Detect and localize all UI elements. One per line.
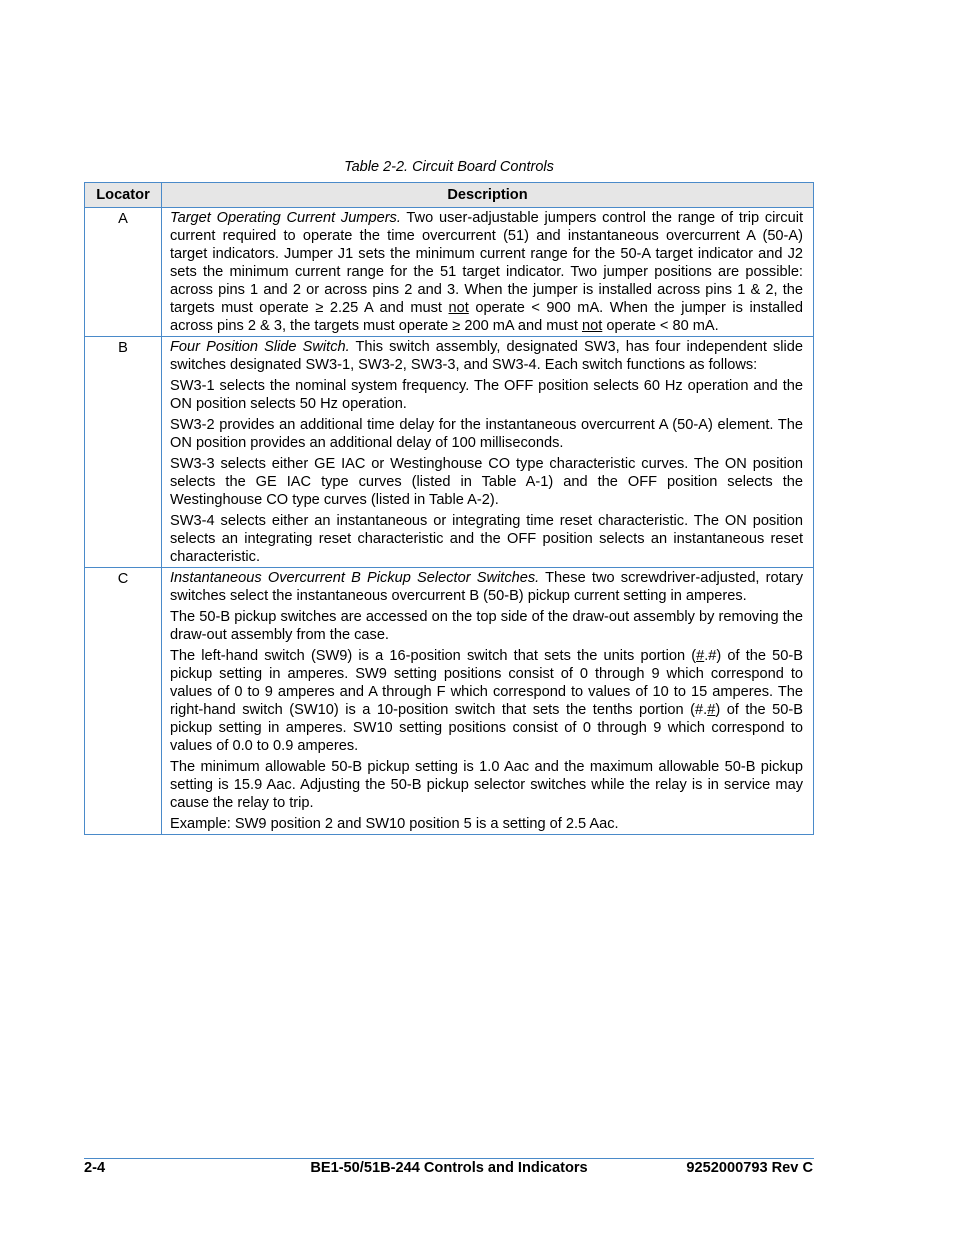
paragraph: Example: SW9 position 2 and SW10 position 5 is a setting of 2.5 Aac. [170, 816, 619, 832]
locator-header: Locator [85, 183, 162, 208]
paragraph: The 50-B pickup switches are accessed on the top side of the draw-out assembly by removing the draw-out assembly from the case. [170, 609, 803, 643]
description-cell [162, 568, 814, 835]
paragraph: SW3-4 selects either an instantaneous or integrating time reset characteristic. The ON position selects an integrating reset characteristic and the OFF position selects an instantaneous reset characteristic. [170, 513, 803, 565]
control-title: Instantaneous Overcurrent B Pickup Selector Switches. [170, 570, 540, 586]
description-header: Description [162, 183, 814, 208]
text-run: ) of the 50-B pickup setting in amperes. SW10 setting positions consist of 0 through 9 which correspond to values of 0.0 to 0.9 amperes. [170, 702, 803, 754]
control-title: Four Position Slide Switch. [170, 339, 350, 355]
page-number: 2-4 [84, 1160, 106, 1176]
paragraph: SW3-1 selects the nominal system frequency. The OFF position selects 60 Hz operation and the ON position selects 50 Hz operation. [170, 378, 803, 412]
underlined-text: # [707, 702, 716, 718]
description-cell [162, 337, 814, 568]
table-row [85, 208, 814, 337]
paragraph [170, 647, 803, 755]
footer-rule [84, 1158, 814, 1159]
underlined-text: # [696, 648, 705, 664]
footer-title: BE1-50/51B-244 Controls and Indicators [310, 1160, 588, 1176]
paragraph [170, 338, 803, 374]
table-row [85, 568, 814, 835]
text-run: The left-hand switch (SW9) is a 16-position switch that sets the units portion ( [170, 648, 697, 664]
table-row [85, 337, 814, 568]
underlined-text: not [581, 318, 603, 334]
paragraph: The minimum allowable 50-B pickup setting is 1.0 Aac and the maximum allowable 50-B pickup setting is 15.9 Aac. Adjusting the 50-B pickup selector switches while the relay is in service may cause the relay to trip. [170, 759, 803, 811]
locator-cell: B [85, 337, 162, 568]
table-header-row [85, 183, 814, 208]
text-run: .#) of the 50-B pickup setting in amperes. SW9 setting positions consist of 0 through 9 which correspond to values of 0 to 9 amperes and A through F which correspond to values of 10 to 15 amperes. The right-hand switch (SW10) is a 10-position switch that sets the tenths portion (#. [170, 648, 804, 718]
paragraph: SW3-2 provides an additional time delay for the instantaneous overcurrent A (50-A) element. The ON position provides an additional delay of 100 milliseconds. [170, 417, 803, 451]
paragraph [170, 209, 803, 335]
paragraph [170, 569, 803, 605]
document-number: 9252000793 Rev C [686, 1160, 813, 1176]
locator-cell: C [85, 568, 162, 835]
paragraph: SW3-3 selects either GE IAC or Westinghouse CO type characteristic curves. The ON position selects the GE IAC type curves (listed in Table A-1) and the OFF position selects the Westinghouse CO type curves (listed in Table A-2). [170, 456, 803, 508]
description-cell [162, 208, 814, 337]
underlined-text: not [448, 300, 469, 316]
locator-cell: A [85, 208, 162, 337]
text-run: This switch assembly, designated SW3, has four independent slide switches designated SW3-1, SW3-2, SW3-3, and SW3-4. Each switch functions as follows: [170, 339, 803, 373]
text-run: These two screwdriver-adjusted, rotary switches select the instantaneous overcurrent B (50-B) pickup current setting in amperes. [170, 570, 803, 604]
table-caption: Table 2-2. Circuit Board Controls [344, 159, 554, 175]
text-run: operate < 900 mA. When the jumper is installed across pins 2 & 3, the targets must operate ≥ 200 mA and must [170, 300, 803, 334]
control-title: Target Operating Current Jumpers. [170, 210, 401, 226]
text-run: Two user-adjustable jumpers control the range of trip circuit current required to operate the time overcurrent (51) and instantaneous overcurrent A (50-A) target indicators. Jumper J1 sets the minimum current range for the 50-A target indicator and J2 sets the minimum current range for the 51 target indicator. Two jumper positions are possible: across pins 1 and 2 or across pins 2 and 3. When the jumper is installed across pins 1 & 2, the targets must operate ≥ 2.25 A and must [170, 210, 803, 316]
text-run: operate < 80 mA. [602, 318, 719, 334]
circuit-board-controls-table [84, 182, 814, 835]
